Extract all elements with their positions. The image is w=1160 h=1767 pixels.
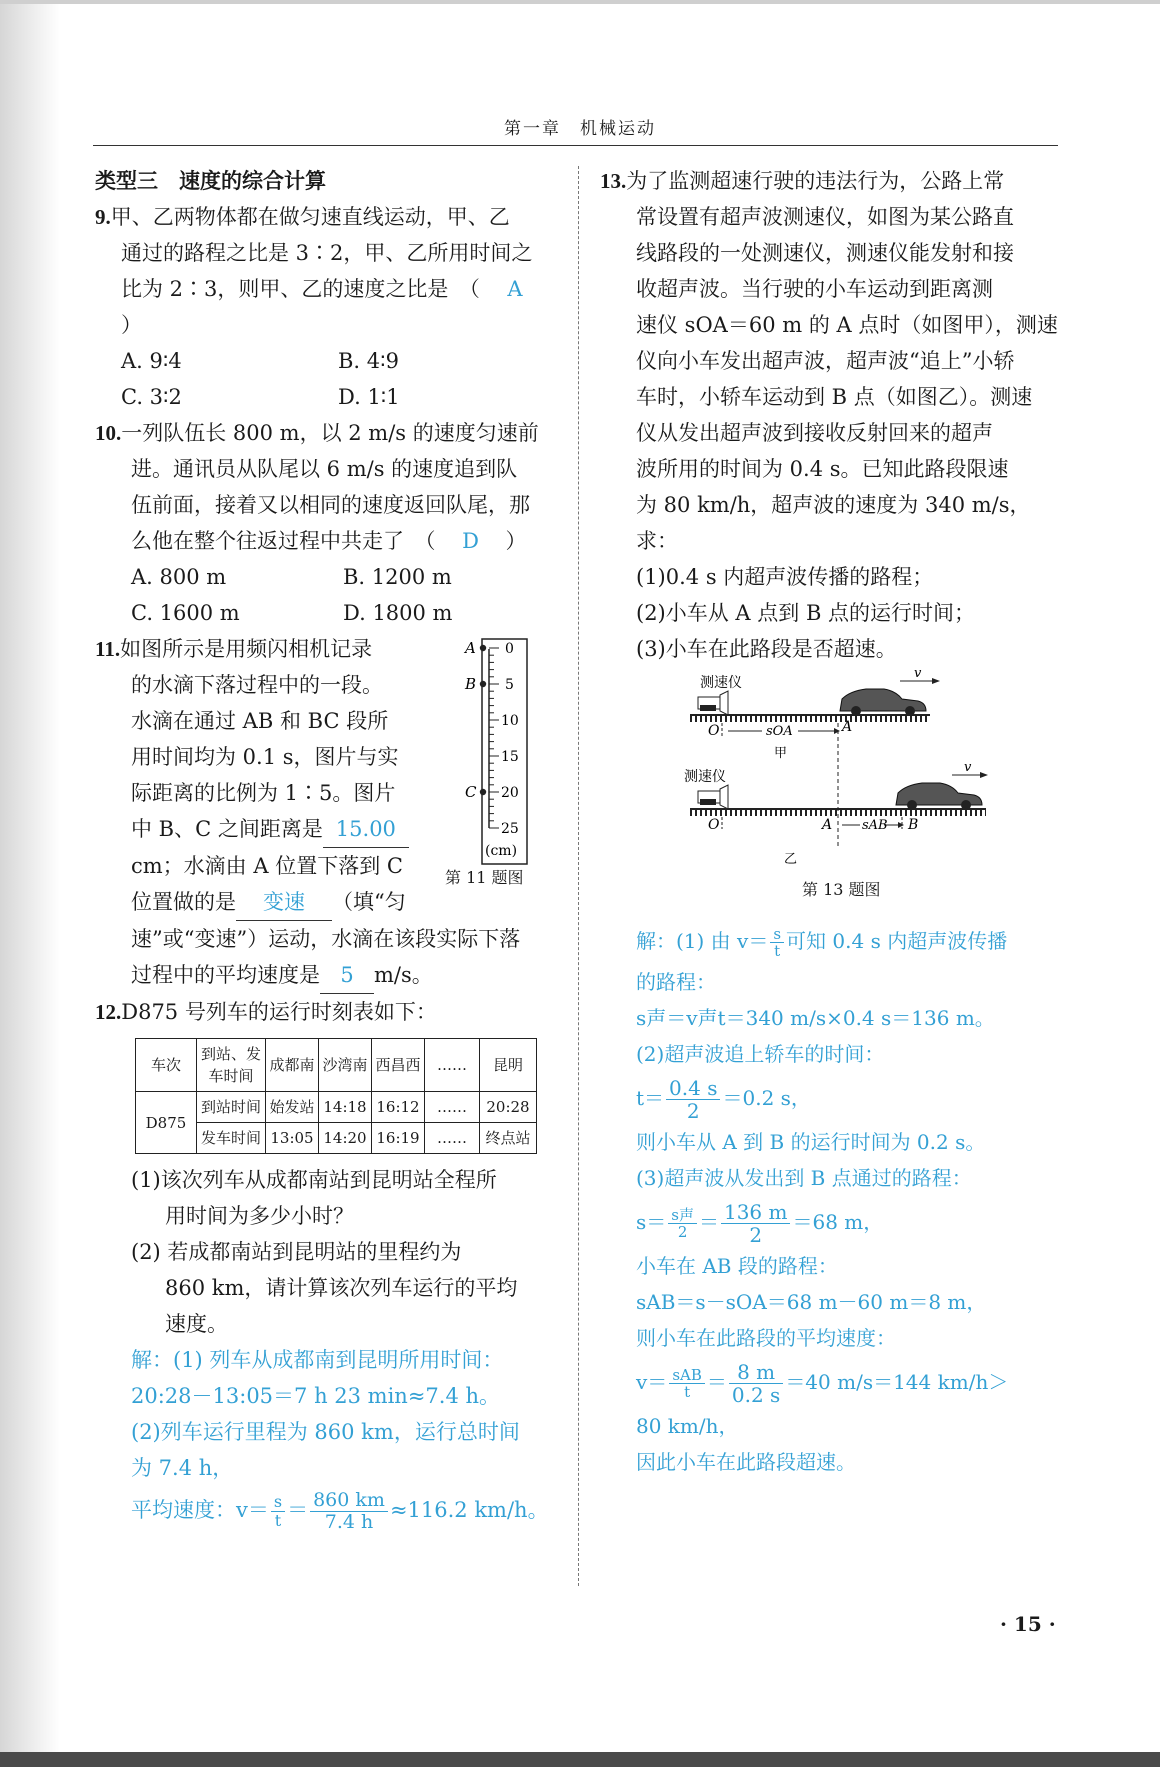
q9-answer: A [507,277,523,301]
ruler-tick-5: 5 [505,677,514,693]
q11-figure-caption: 第 11 题图 [445,868,524,887]
q9-options-row1: A. 9∶4 B. 4∶9 [121,349,399,373]
q13-sub2: (2)小车从 A 点到 B 点的运行时间； [636,601,976,625]
detector-base-jia [700,705,716,711]
v-label-jia: v [914,667,922,681]
q13-solution [600,918,1062,1480]
arrowhead [932,678,940,684]
section-title: 类型三 速度的综合计算 [95,168,326,193]
left-column [95,163,555,1534]
drop-point-a [480,645,486,651]
q12-solution-line1: 解：(1) 列车从成都南到昆明所用时间： [131,1348,504,1372]
q13-sol-line5: t＝ $\frac{0.4 s}{2}$ ＝0.2 s， [636,1076,811,1123]
q12-sub2-line3: 速度。 [165,1312,228,1336]
fraction-s-over-t: $\frac{s}{t}$ [770,926,784,960]
q11-block [95,631,555,994]
o-label-yi: O [708,817,720,833]
q11-line5: 际距离的比例为 1∶5。图片 [131,781,396,805]
q11-line4: 用时间均为 0.1 s，图片与实 [131,745,399,769]
q13-sol-line3: s声＝v声t＝340 m/s×0.4 s＝136 m。 [636,1006,995,1030]
table-row: 车次 到站、发车时间 成都南 沙湾南 西昌西 …… 昆明 [136,1039,537,1092]
page-top-edge [0,0,1160,4]
q11-line7: cm；水滴由 A 位置下落到 C [131,854,403,878]
car-wheel [961,800,971,810]
fraction-s-over-t: $\frac{s}{t}$ [271,1493,285,1529]
q13-line2: 常设置有超声波测速仪，如图为某公路直 [636,205,1014,229]
q11-line1: 11.如图所示是用频闪相机记录 [95,637,373,661]
q12-table-wrap [95,1030,555,1162]
car-wheel [905,706,915,716]
q10-line1: 10.一列队伍长 800 m，以 2 m/s 的速度匀速前 [95,421,539,445]
sab-label: sAB [862,818,888,833]
v-label-yi: v [964,760,972,775]
q11-blank-speed: 5 [320,957,374,994]
fraction-sab-over-t: $\frac{\text{sAB}}{t}$ [669,1367,705,1401]
q13-line3: 线路段的一处测速仪，测速仪能发射和接 [636,241,1014,265]
q12-line1: 12.D875 号列车的运行时刻表如下： [95,1000,437,1024]
q12-solution-line5: 平均速度：v＝ $\frac{s}{t}$ ＝ $\frac{860 km}{7.4 h}$ ≈116.2 km/h。 [131,1489,549,1533]
q13-line1: 13.为了监测超速行驶的违法行为，公路上常 [600,169,1005,193]
table-row: D875 到站时间 始发站 14:18 16:12 …… 20:28 [136,1092,537,1123]
label-a: A [465,639,476,657]
page-bottom-edge [0,1752,1160,1767]
fraction-136m-over-2: $\frac{136 m}{2}$ [721,1201,791,1246]
q11-line2: 的水滴下落过程中的一段。 [131,673,383,697]
arrowhead [980,772,988,778]
table-row: 发车时间 13:05 14:20 16:19 …… 终点站 [136,1123,537,1154]
q13-line5: 速仪 sOA＝60 m 的 A 点时（如图甲），测速 [636,313,1058,337]
q11-line10: 过程中的平均速度是 5 m/s。 [95,957,555,994]
fraction-8m-over-0.2s: $\frac{8 m}{0.2 s}$ [729,1361,783,1406]
q13-line10: 为 80 km/h，超声波的速度为 340 m/s，求： [636,493,1031,553]
q11-line6: 中 B、C 之间距离是 15.00 [95,811,555,848]
label-c: C [465,783,477,801]
q12-sub2-line1: (2) 若成都南站到昆明站的里程约为 [131,1240,462,1264]
q9-line1: 9.甲、乙两物体都在做匀速直线运动，甲、乙 [95,205,510,229]
q13-sol-line8: s＝ $\frac{\text{s声}}{2}$ ＝ $\frac{136 m}{2}$ ＝68 m， [636,1200,884,1247]
q13-line7: 车时，小轿车运动到 B 点（如图乙）。测速 [636,385,1033,409]
column-divider [578,166,579,1586]
q10-answer: D [462,529,479,553]
q11-line9: 速”或“变速”）运动，水滴在该段实际下落 [131,927,521,951]
q10-options-row2: C. 1600 m D. 1800 m [131,601,453,625]
q12-solution-line4: 为 7.4 h， [131,1456,234,1480]
q13-line8: 仪从发出超声波到接收反射回来的超声 [636,421,993,445]
arrowhead [898,822,904,828]
q11-blank-distance: 15.00 [323,811,409,848]
drop-point-c [480,789,486,795]
q11-line3: 水滴在通过 AB 和 BC 段所 [131,709,389,733]
q13-line6: 仪向小车发出超声波，超声波“追上”小轿 [636,349,1015,373]
q13-sol-line12: v＝ $\frac{\text{sAB}}{t}$ ＝ $\frac{8 m}{0.2 s}$ ＝40 m/s＝144 km/h＞ [636,1360,1009,1407]
soa-label: sOA [766,724,793,739]
jia-label: 甲 [774,746,788,761]
ruler-tick-20: 20 [501,785,519,801]
q11-line8: 位置做的是 变速 （填“匀 [95,884,555,921]
q9-options-row2: C. 3∶2 D. 1∶1 [121,385,400,409]
q12-timetable [135,1038,537,1154]
drop-point-b [480,681,486,687]
q10-line4: 么他在整个往返过程中共走了 （ D ） [95,523,555,559]
q12-sub1-line2: 用时间为多少小时？ [165,1204,354,1228]
ruler-tick-25: 25 [501,821,519,837]
q13-sol-line11: 则小车在此路段的平均速度： [636,1326,896,1350]
q12-sub1-line1: (1)该次列车从成都南站到昆明站全程所 [131,1168,497,1192]
o-label-jia: O [708,723,720,739]
ruler-tick-10: 10 [501,713,519,729]
arrowhead [834,728,840,734]
q10-options-row1: A. 800 m B. 1200 m [131,565,452,589]
ruler-unit: (cm) [485,843,518,859]
q12-solution-line2: 20:28－13:05＝7 h 23 min≈7.4 h。 [131,1384,501,1408]
q11-blank-motion: 变速 [236,884,332,921]
detector-horn-jia [720,691,728,715]
device-label-jia: 测速仪 [700,675,742,691]
b-label: B [908,817,919,833]
q13-sol-line2: 的路程： [636,970,716,994]
header-rule [93,145,1058,146]
q13-sol-line6: 则小车从 A 到 B 的运行时间为 0.2 s。 [636,1130,986,1154]
q13-sol-line4: (2)超声波追上轿车的时间： [636,1042,885,1066]
car-wheel [907,800,917,810]
page-number: · 15 · [1000,1612,1056,1636]
q13-figure-caption: 第 13 题图 [802,880,881,899]
q13-sol-line9: 小车在 AB 段的路程： [636,1254,838,1278]
q13-sol-line1: 解：(1) 由 v＝ $\frac{s}{t}$ 可知 0.4 s 内超声波传播 [636,924,1008,960]
ruler-tick-15: 15 [501,749,519,765]
q13-sol-line13: 80 km/h， [636,1414,739,1438]
q9-line2: 通过的路程之比是 3∶2，甲、乙所用时间之 [121,241,533,265]
detector-base-yi [700,799,716,805]
q13-sol-line7: (3)超声波从发出到 B 点通过的路程： [636,1166,972,1190]
car-wheel [851,706,861,716]
q12-solution-line3: (2)列车运行里程为 860 km，运行总时间 [131,1420,520,1444]
ruler-tick-0: 0 [505,641,514,657]
q13-sol-line10: sAB＝s－sOA＝68 m－60 m＝8 m， [636,1290,987,1314]
q13-line4: 收超声波。当行驶的小车运动到距离测 [636,277,993,301]
q11-ruler-figure [447,631,559,891]
yi-label: 乙 [784,852,798,867]
q12-sub2-line2: 860 km，请计算该次列车运行的平均 [165,1276,518,1300]
q9-line3: 比为 2∶3，则甲、乙的速度之比是 （ A） [95,271,555,343]
running-header: 第一章 机械运动 [504,119,656,139]
q13-sub1: (1)0.4 s 内超声波传播的路程； [636,565,934,589]
device-label-yi: 测速仪 [684,769,726,785]
label-b: B [465,675,477,693]
q13-speed-detector-figure [670,667,1000,877]
q10-line2: 进。通讯员从队尾以 6 m/s 的速度追到队 [131,457,518,481]
q13-sub3: (3)小车在此路段是否超速。 [636,637,897,661]
fraction-s-sound-over-2: $\frac{\text{s声}}{2}$ [668,1207,697,1241]
detector-horn-yi [720,785,728,809]
q13-sol-line14: 因此小车在此路段超速。 [636,1450,856,1474]
fraction-0.4s-over-2: $\frac{0.4 s}{2}$ [666,1077,720,1122]
page-shadow [0,0,60,1767]
q13-line9: 波所用的时间为 0.4 s。已知此路段限速 [636,457,1009,481]
right-column [600,163,1062,1480]
q10-line3: 伍前面，接着又以相同的速度返回队尾，那 [131,493,530,517]
fraction-860km-over-7.4h: $\frac{860 km}{7.4 h}$ [310,1490,388,1533]
a-label-jia: A [842,719,853,735]
a-label-yi: A [822,817,833,833]
